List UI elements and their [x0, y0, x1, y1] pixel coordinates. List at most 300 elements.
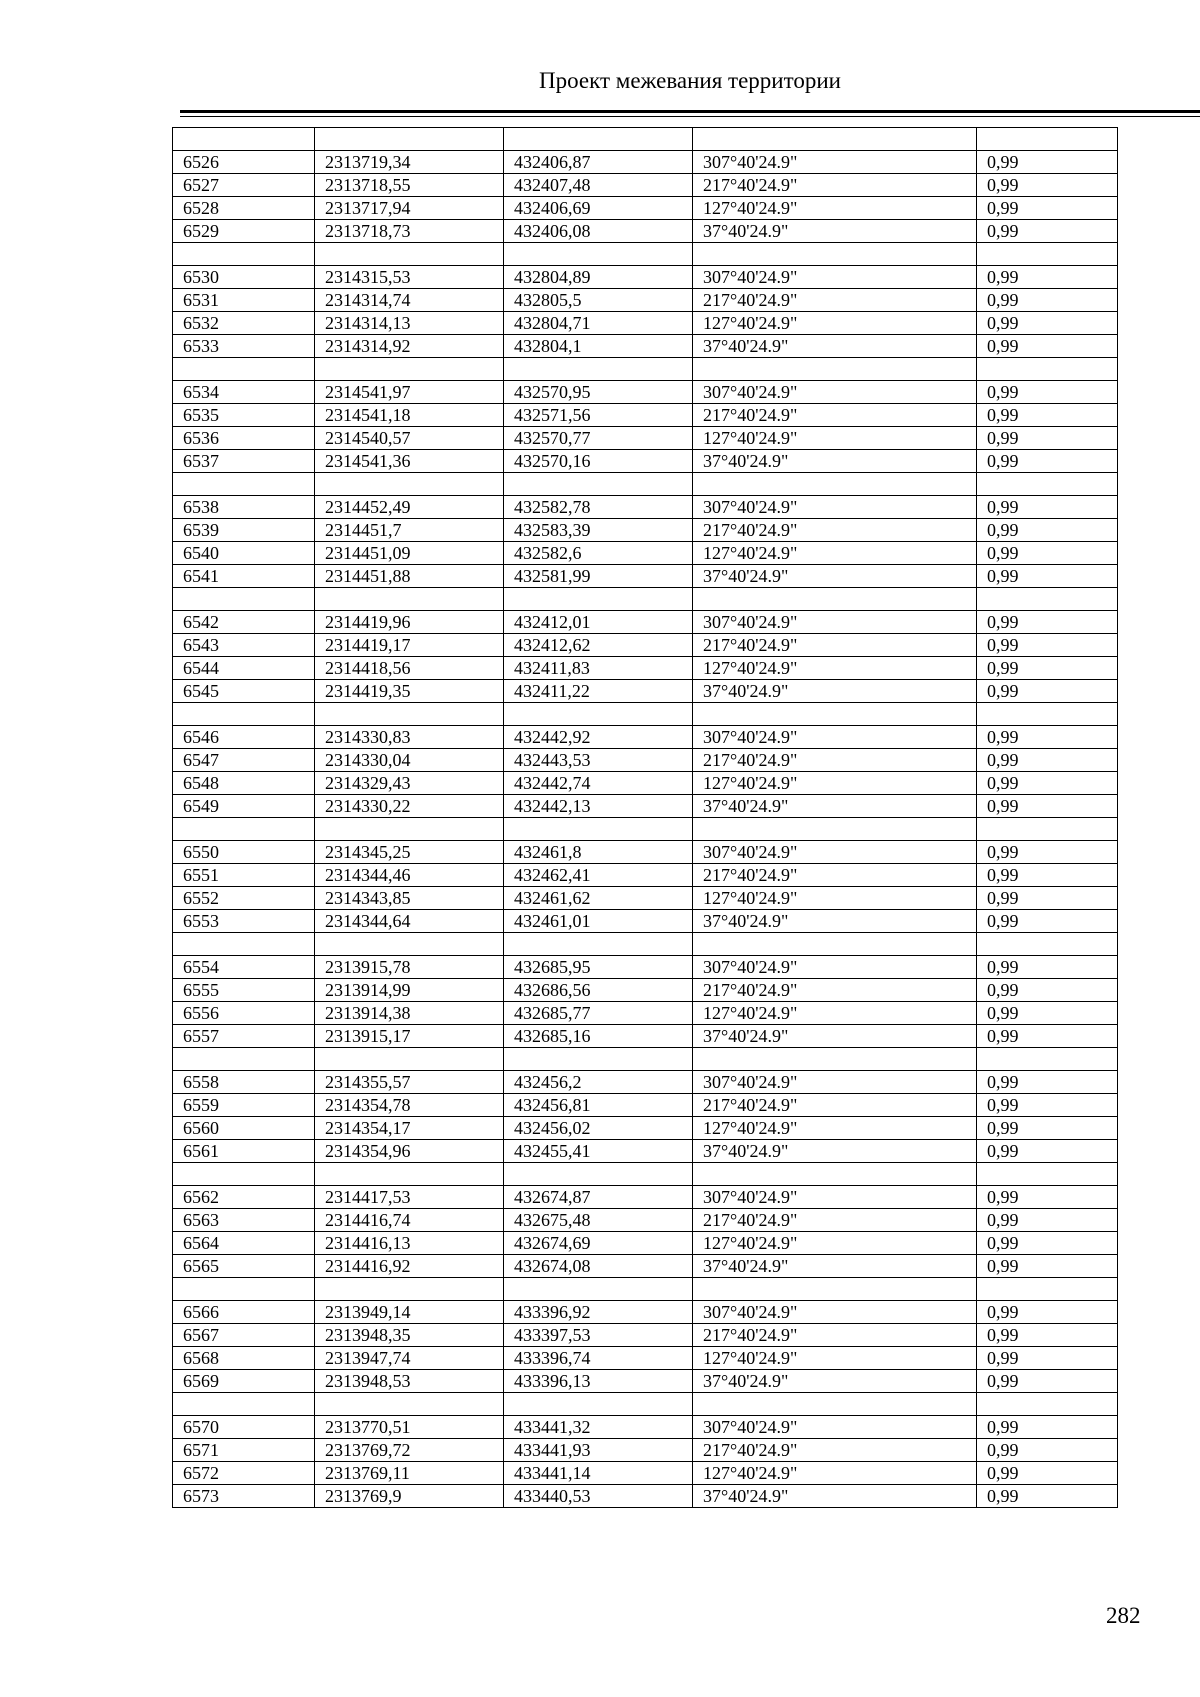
y-coordinate-cell [504, 1163, 693, 1186]
table-row-separator [173, 1278, 1118, 1301]
length-cell [977, 1278, 1118, 1301]
table-row [173, 542, 1118, 565]
point-number-cell: 6570 [173, 1416, 315, 1439]
header-rule-thick [180, 110, 1200, 113]
x-coordinate-cell [315, 703, 504, 726]
table-row [173, 795, 1118, 818]
table-row [173, 381, 1118, 404]
point-number-cell: 6547 [173, 749, 315, 772]
x-coordinate-cell [315, 358, 504, 381]
length-cell: 0,99 [977, 1485, 1118, 1508]
point-number-cell: 6560 [173, 1117, 315, 1140]
point-number-cell: 6534 [173, 381, 315, 404]
length-cell: 0,99 [977, 795, 1118, 818]
y-coordinate-cell: 432674,87 [504, 1186, 693, 1209]
length-cell [977, 243, 1118, 266]
table-row [173, 1071, 1118, 1094]
x-coordinate-cell: 2314451,88 [315, 565, 504, 588]
point-number-cell: 6569 [173, 1370, 315, 1393]
direction-angle-cell: 127°40'24.9" [693, 312, 977, 335]
table-row [173, 450, 1118, 473]
length-cell: 0,99 [977, 726, 1118, 749]
x-coordinate-cell: 2314541,36 [315, 450, 504, 473]
point-number-cell: 6544 [173, 657, 315, 680]
point-number-cell: 6548 [173, 772, 315, 795]
x-coordinate-cell: 2314314,92 [315, 335, 504, 358]
length-cell: 0,99 [977, 266, 1118, 289]
point-number-cell: 6568 [173, 1347, 315, 1370]
table-row [173, 910, 1118, 933]
y-coordinate-cell: 432804,71 [504, 312, 693, 335]
x-coordinate-cell: 2313718,73 [315, 220, 504, 243]
length-cell: 0,99 [977, 220, 1118, 243]
length-cell: 0,99 [977, 979, 1118, 1002]
x-coordinate-cell: 2314418,56 [315, 657, 504, 680]
length-cell: 0,99 [977, 657, 1118, 680]
x-coordinate-cell [315, 128, 504, 151]
table-row-separator [173, 933, 1118, 956]
direction-angle-cell: 217°40'24.9" [693, 1324, 977, 1347]
y-coordinate-cell: 432455,41 [504, 1140, 693, 1163]
length-cell: 0,99 [977, 519, 1118, 542]
direction-angle-cell: 307°40'24.9" [693, 726, 977, 749]
direction-angle-cell: 37°40'24.9" [693, 795, 977, 818]
table-row-separator [173, 243, 1118, 266]
x-coordinate-cell [315, 588, 504, 611]
table-row-separator [173, 588, 1118, 611]
length-cell: 0,99 [977, 841, 1118, 864]
x-coordinate-cell: 2314345,25 [315, 841, 504, 864]
direction-angle-cell [693, 588, 977, 611]
direction-angle-cell: 127°40'24.9" [693, 772, 977, 795]
page-number: 282 [1106, 1603, 1141, 1628]
point-number-cell [173, 1163, 315, 1186]
length-cell: 0,99 [977, 1117, 1118, 1140]
direction-angle-cell: 127°40'24.9" [693, 1347, 977, 1370]
direction-angle-cell [693, 1048, 977, 1071]
table-row [173, 197, 1118, 220]
y-coordinate-cell: 432412,62 [504, 634, 693, 657]
length-cell: 0,99 [977, 1094, 1118, 1117]
table-row-separator [173, 128, 1118, 151]
length-cell: 0,99 [977, 1462, 1118, 1485]
table-row [173, 1439, 1118, 1462]
point-number-cell [173, 473, 315, 496]
point-number-cell: 6551 [173, 864, 315, 887]
length-cell [977, 473, 1118, 496]
length-cell: 0,99 [977, 611, 1118, 634]
y-coordinate-cell: 432804,1 [504, 335, 693, 358]
x-coordinate-cell: 2314541,97 [315, 381, 504, 404]
table-row [173, 220, 1118, 243]
direction-angle-cell: 217°40'24.9" [693, 864, 977, 887]
x-coordinate-cell: 2314417,53 [315, 1186, 504, 1209]
length-cell: 0,99 [977, 1186, 1118, 1209]
direction-angle-cell: 217°40'24.9" [693, 634, 977, 657]
table-row [173, 726, 1118, 749]
y-coordinate-cell: 432411,83 [504, 657, 693, 680]
direction-angle-cell: 307°40'24.9" [693, 496, 977, 519]
x-coordinate-cell [315, 1048, 504, 1071]
direction-angle-cell: 217°40'24.9" [693, 1439, 977, 1462]
point-number-cell: 6537 [173, 450, 315, 473]
y-coordinate-cell: 432411,22 [504, 680, 693, 703]
point-number-cell [173, 1048, 315, 1071]
point-number-cell: 6528 [173, 197, 315, 220]
y-coordinate-cell: 432570,16 [504, 450, 693, 473]
point-number-cell: 6557 [173, 1025, 315, 1048]
length-cell [977, 1393, 1118, 1416]
direction-angle-cell [693, 128, 977, 151]
direction-angle-cell: 127°40'24.9" [693, 197, 977, 220]
point-number-cell: 6549 [173, 795, 315, 818]
point-number-cell: 6550 [173, 841, 315, 864]
x-coordinate-cell: 2314451,09 [315, 542, 504, 565]
table-row [173, 749, 1118, 772]
x-coordinate-cell: 2314354,96 [315, 1140, 504, 1163]
direction-angle-cell: 307°40'24.9" [693, 1071, 977, 1094]
length-cell [977, 358, 1118, 381]
y-coordinate-cell: 432456,81 [504, 1094, 693, 1117]
direction-angle-cell: 37°40'24.9" [693, 450, 977, 473]
x-coordinate-cell: 2314314,74 [315, 289, 504, 312]
y-coordinate-cell: 432686,56 [504, 979, 693, 1002]
table-row [173, 1094, 1118, 1117]
direction-angle-cell: 217°40'24.9" [693, 979, 977, 1002]
direction-angle-cell: 37°40'24.9" [693, 1370, 977, 1393]
direction-angle-cell: 217°40'24.9" [693, 1209, 977, 1232]
direction-angle-cell: 37°40'24.9" [693, 1255, 977, 1278]
point-number-cell: 6529 [173, 220, 315, 243]
x-coordinate-cell: 2314419,17 [315, 634, 504, 657]
table-row [173, 1301, 1118, 1324]
point-number-cell: 6555 [173, 979, 315, 1002]
direction-angle-cell: 127°40'24.9" [693, 427, 977, 450]
y-coordinate-cell: 432442,13 [504, 795, 693, 818]
point-number-cell: 6535 [173, 404, 315, 427]
y-coordinate-cell: 433441,14 [504, 1462, 693, 1485]
length-cell [977, 1048, 1118, 1071]
table-row [173, 1347, 1118, 1370]
y-coordinate-cell [504, 243, 693, 266]
point-number-cell: 6552 [173, 887, 315, 910]
table-row [173, 565, 1118, 588]
y-coordinate-cell [504, 1393, 693, 1416]
y-coordinate-cell: 432582,78 [504, 496, 693, 519]
point-number-cell: 6556 [173, 1002, 315, 1025]
direction-angle-cell: 37°40'24.9" [693, 680, 977, 703]
length-cell: 0,99 [977, 1232, 1118, 1255]
coordinates-table [172, 127, 1118, 1508]
table-row [173, 1485, 1118, 1508]
y-coordinate-cell: 432805,5 [504, 289, 693, 312]
direction-angle-cell: 217°40'24.9" [693, 174, 977, 197]
length-cell: 0,99 [977, 887, 1118, 910]
y-coordinate-cell: 432674,69 [504, 1232, 693, 1255]
length-cell: 0,99 [977, 1002, 1118, 1025]
x-coordinate-cell: 2314416,74 [315, 1209, 504, 1232]
table-row [173, 956, 1118, 979]
y-coordinate-cell: 432412,01 [504, 611, 693, 634]
y-coordinate-cell: 432462,41 [504, 864, 693, 887]
y-coordinate-cell: 432583,39 [504, 519, 693, 542]
direction-angle-cell: 307°40'24.9" [693, 1416, 977, 1439]
y-coordinate-cell: 432461,01 [504, 910, 693, 933]
x-coordinate-cell: 2314330,04 [315, 749, 504, 772]
length-cell: 0,99 [977, 1347, 1118, 1370]
table-row [173, 1370, 1118, 1393]
direction-angle-cell: 307°40'24.9" [693, 956, 977, 979]
table-row [173, 1140, 1118, 1163]
y-coordinate-cell: 432443,53 [504, 749, 693, 772]
y-coordinate-cell: 433441,32 [504, 1416, 693, 1439]
x-coordinate-cell: 2313948,53 [315, 1370, 504, 1393]
table-row [173, 634, 1118, 657]
y-coordinate-cell: 432685,16 [504, 1025, 693, 1048]
direction-angle-cell: 307°40'24.9" [693, 381, 977, 404]
x-coordinate-cell: 2314541,18 [315, 404, 504, 427]
x-coordinate-cell: 2313769,11 [315, 1462, 504, 1485]
y-coordinate-cell: 432570,77 [504, 427, 693, 450]
y-coordinate-cell: 432674,08 [504, 1255, 693, 1278]
y-coordinate-cell [504, 1048, 693, 1071]
y-coordinate-cell: 432461,8 [504, 841, 693, 864]
table-row [173, 1117, 1118, 1140]
y-coordinate-cell: 432461,62 [504, 887, 693, 910]
length-cell: 0,99 [977, 772, 1118, 795]
table-row [173, 519, 1118, 542]
direction-angle-cell: 37°40'24.9" [693, 565, 977, 588]
table-row [173, 151, 1118, 174]
table-row [173, 1186, 1118, 1209]
length-cell [977, 588, 1118, 611]
table-row [173, 289, 1118, 312]
point-number-cell [173, 1393, 315, 1416]
direction-angle-cell: 127°40'24.9" [693, 1117, 977, 1140]
direction-angle-cell [693, 703, 977, 726]
point-number-cell: 6530 [173, 266, 315, 289]
length-cell: 0,99 [977, 1439, 1118, 1462]
x-coordinate-cell [315, 1163, 504, 1186]
point-number-cell: 6546 [173, 726, 315, 749]
point-number-cell: 6541 [173, 565, 315, 588]
x-coordinate-cell: 2313949,14 [315, 1301, 504, 1324]
x-coordinate-cell: 2313915,17 [315, 1025, 504, 1048]
table-row [173, 335, 1118, 358]
page-title: Проект межевания территории [539, 68, 841, 93]
length-cell: 0,99 [977, 542, 1118, 565]
table-row [173, 979, 1118, 1002]
point-number-cell [173, 358, 315, 381]
point-number-cell: 6562 [173, 1186, 315, 1209]
x-coordinate-cell: 2314419,35 [315, 680, 504, 703]
point-number-cell [173, 243, 315, 266]
x-coordinate-cell: 2314416,92 [315, 1255, 504, 1278]
length-cell: 0,99 [977, 1209, 1118, 1232]
length-cell: 0,99 [977, 864, 1118, 887]
x-coordinate-cell: 2314315,53 [315, 266, 504, 289]
direction-angle-cell: 37°40'24.9" [693, 1485, 977, 1508]
x-coordinate-cell: 2314451,7 [315, 519, 504, 542]
x-coordinate-cell: 2313769,72 [315, 1439, 504, 1462]
direction-angle-cell: 307°40'24.9" [693, 1186, 977, 1209]
point-number-cell: 6554 [173, 956, 315, 979]
length-cell: 0,99 [977, 427, 1118, 450]
y-coordinate-cell: 433396,92 [504, 1301, 693, 1324]
y-coordinate-cell: 432456,02 [504, 1117, 693, 1140]
y-coordinate-cell: 432582,6 [504, 542, 693, 565]
direction-angle-cell: 307°40'24.9" [693, 266, 977, 289]
x-coordinate-cell: 2313947,74 [315, 1347, 504, 1370]
y-coordinate-cell: 432570,95 [504, 381, 693, 404]
point-number-cell: 6561 [173, 1140, 315, 1163]
point-number-cell: 6571 [173, 1439, 315, 1462]
point-number-cell: 6538 [173, 496, 315, 519]
direction-angle-cell: 217°40'24.9" [693, 749, 977, 772]
direction-angle-cell: 127°40'24.9" [693, 542, 977, 565]
point-number-cell: 6572 [173, 1462, 315, 1485]
direction-angle-cell: 307°40'24.9" [693, 611, 977, 634]
x-coordinate-cell: 2314452,49 [315, 496, 504, 519]
table-row-separator [173, 473, 1118, 496]
x-coordinate-cell [315, 1393, 504, 1416]
y-coordinate-cell [504, 1278, 693, 1301]
x-coordinate-cell: 2313948,35 [315, 1324, 504, 1347]
direction-angle-cell: 217°40'24.9" [693, 1094, 977, 1117]
x-coordinate-cell: 2314540,57 [315, 427, 504, 450]
table-row-separator [173, 818, 1118, 841]
point-number-cell: 6533 [173, 335, 315, 358]
point-number-cell: 6526 [173, 151, 315, 174]
table-row [173, 1002, 1118, 1025]
length-cell [977, 818, 1118, 841]
length-cell [977, 933, 1118, 956]
direction-angle-cell: 127°40'24.9" [693, 1002, 977, 1025]
length-cell [977, 1163, 1118, 1186]
x-coordinate-cell: 2313914,99 [315, 979, 504, 1002]
point-number-cell: 6542 [173, 611, 315, 634]
length-cell: 0,99 [977, 450, 1118, 473]
length-cell: 0,99 [977, 1324, 1118, 1347]
direction-angle-cell [693, 1163, 977, 1186]
table-row [173, 841, 1118, 864]
length-cell: 0,99 [977, 381, 1118, 404]
table-row-separator [173, 1163, 1118, 1186]
x-coordinate-cell: 2313718,55 [315, 174, 504, 197]
x-coordinate-cell [315, 933, 504, 956]
length-cell: 0,99 [977, 404, 1118, 427]
length-cell: 0,99 [977, 910, 1118, 933]
length-cell: 0,99 [977, 956, 1118, 979]
y-coordinate-cell [504, 128, 693, 151]
table-row-separator [173, 703, 1118, 726]
x-coordinate-cell: 2314330,22 [315, 795, 504, 818]
table-row-separator [173, 1393, 1118, 1416]
point-number-cell [173, 128, 315, 151]
y-coordinate-cell: 432406,69 [504, 197, 693, 220]
y-coordinate-cell [504, 358, 693, 381]
length-cell [977, 128, 1118, 151]
table-row [173, 864, 1118, 887]
header-rule-thin [180, 116, 1200, 117]
point-number-cell: 6566 [173, 1301, 315, 1324]
direction-angle-cell: 37°40'24.9" [693, 335, 977, 358]
point-number-cell: 6567 [173, 1324, 315, 1347]
point-number-cell: 6563 [173, 1209, 315, 1232]
coordinates-table-body [173, 128, 1118, 1508]
direction-angle-cell: 37°40'24.9" [693, 1025, 977, 1048]
x-coordinate-cell: 2314355,57 [315, 1071, 504, 1094]
direction-angle-cell [693, 243, 977, 266]
point-number-cell [173, 1278, 315, 1301]
length-cell: 0,99 [977, 197, 1118, 220]
y-coordinate-cell [504, 473, 693, 496]
table-row [173, 312, 1118, 335]
x-coordinate-cell: 2314343,85 [315, 887, 504, 910]
y-coordinate-cell: 432456,2 [504, 1071, 693, 1094]
x-coordinate-cell: 2313769,9 [315, 1485, 504, 1508]
table-row [173, 496, 1118, 519]
table-row [173, 611, 1118, 634]
y-coordinate-cell: 432406,08 [504, 220, 693, 243]
point-number-cell: 6565 [173, 1255, 315, 1278]
x-coordinate-cell [315, 1278, 504, 1301]
x-coordinate-cell: 2313717,94 [315, 197, 504, 220]
direction-angle-cell: 37°40'24.9" [693, 1140, 977, 1163]
y-coordinate-cell: 433397,53 [504, 1324, 693, 1347]
table-row [173, 427, 1118, 450]
table-row [173, 1324, 1118, 1347]
table-row [173, 1209, 1118, 1232]
length-cell: 0,99 [977, 1025, 1118, 1048]
x-coordinate-cell: 2314344,64 [315, 910, 504, 933]
x-coordinate-cell: 2314354,78 [315, 1094, 504, 1117]
y-coordinate-cell: 433440,53 [504, 1485, 693, 1508]
y-coordinate-cell: 432685,95 [504, 956, 693, 979]
point-number-cell: 6527 [173, 174, 315, 197]
point-number-cell [173, 588, 315, 611]
length-cell: 0,99 [977, 634, 1118, 657]
y-coordinate-cell [504, 818, 693, 841]
y-coordinate-cell [504, 933, 693, 956]
direction-angle-cell: 307°40'24.9" [693, 841, 977, 864]
table-row [173, 1232, 1118, 1255]
length-cell: 0,99 [977, 680, 1118, 703]
direction-angle-cell: 217°40'24.9" [693, 519, 977, 542]
point-number-cell: 6532 [173, 312, 315, 335]
point-number-cell: 6573 [173, 1485, 315, 1508]
length-cell: 0,99 [977, 312, 1118, 335]
length-cell: 0,99 [977, 151, 1118, 174]
point-number-cell: 6545 [173, 680, 315, 703]
direction-angle-cell [693, 1393, 977, 1416]
length-cell: 0,99 [977, 749, 1118, 772]
y-coordinate-cell: 432804,89 [504, 266, 693, 289]
length-cell: 0,99 [977, 496, 1118, 519]
length-cell: 0,99 [977, 1071, 1118, 1094]
y-coordinate-cell: 432407,48 [504, 174, 693, 197]
x-coordinate-cell [315, 473, 504, 496]
y-coordinate-cell: 433396,13 [504, 1370, 693, 1393]
x-coordinate-cell: 2314314,13 [315, 312, 504, 335]
x-coordinate-cell: 2314330,83 [315, 726, 504, 749]
y-coordinate-cell: 432406,87 [504, 151, 693, 174]
x-coordinate-cell: 2313770,51 [315, 1416, 504, 1439]
table-row [173, 887, 1118, 910]
x-coordinate-cell: 2314416,13 [315, 1232, 504, 1255]
point-number-cell: 6558 [173, 1071, 315, 1094]
direction-angle-cell [693, 473, 977, 496]
